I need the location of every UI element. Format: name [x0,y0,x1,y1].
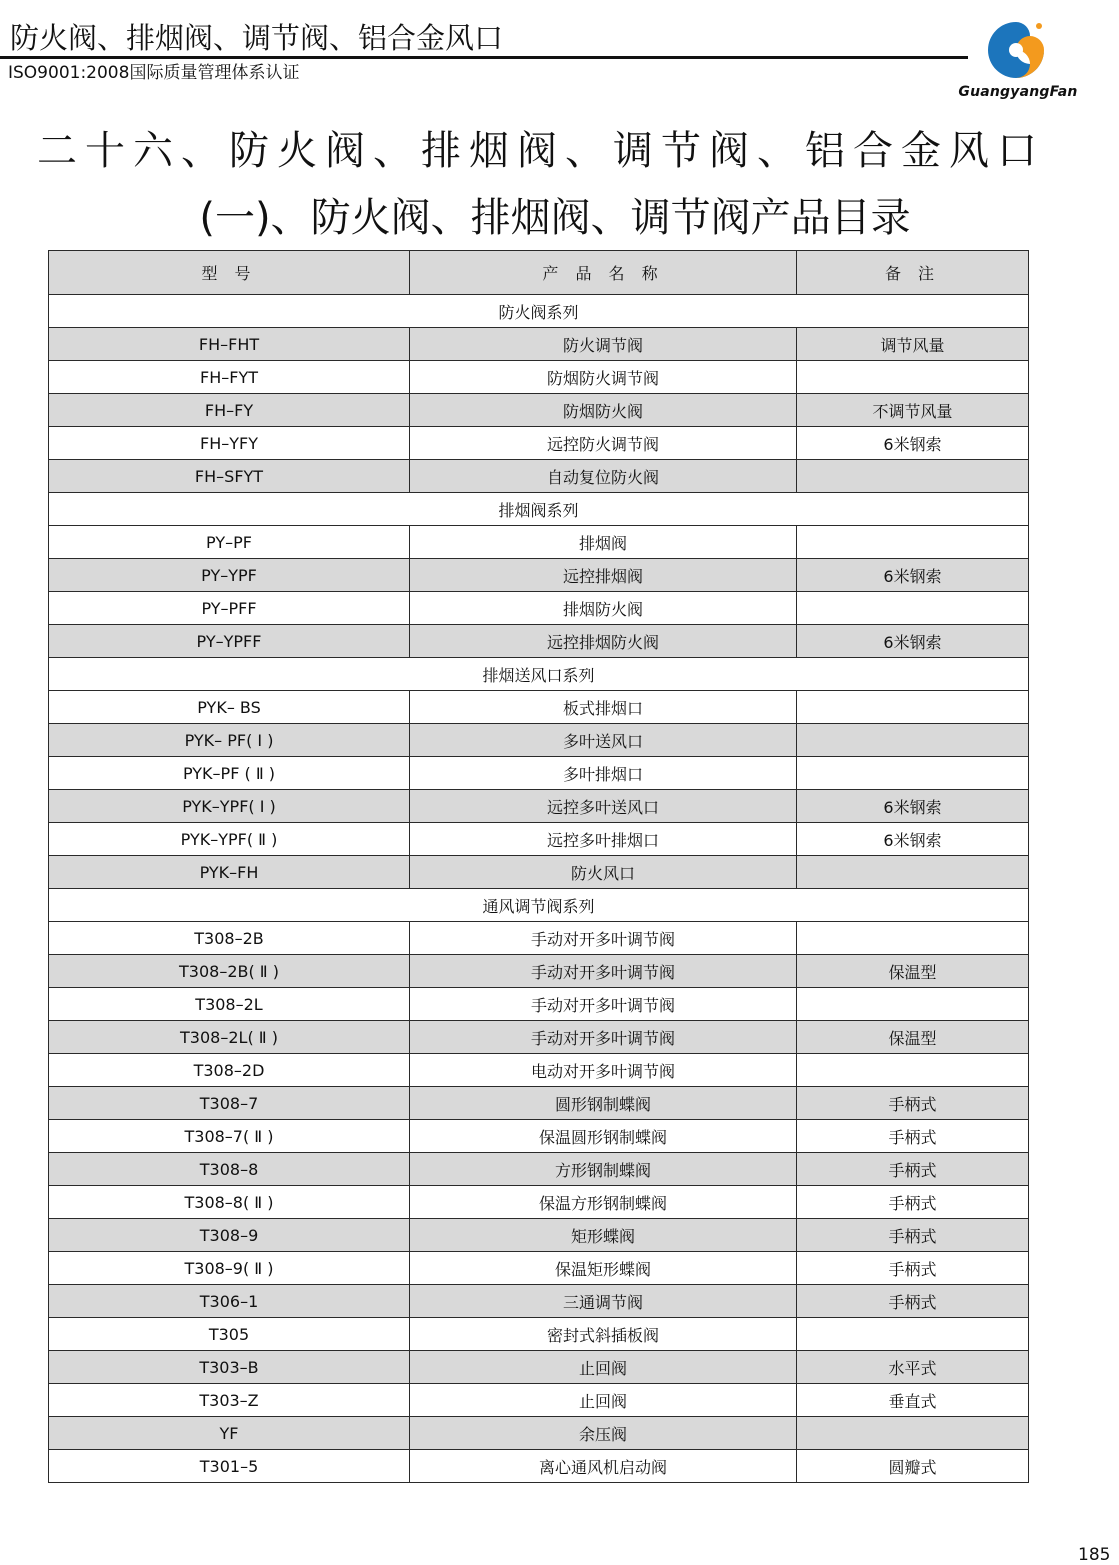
table-row [49,955,1029,988]
table-row [49,691,1029,724]
table-row [49,1219,1029,1252]
section-label: 排烟送风口系列 [49,658,1029,691]
product-name-cell: 电动对开多叶调节阀 [410,1054,797,1087]
product-name-cell: 远控多叶排烟口 [410,823,797,856]
table-row [49,1153,1029,1186]
model-cell: PYK–YPF( Ⅰ ) [49,790,410,823]
remark-cell: 手柄式 [797,1087,1029,1120]
product-name-cell: 多叶送风口 [410,724,797,757]
product-name-cell: 远控多叶送风口 [410,790,797,823]
product-name-cell: 排烟防火阀 [410,592,797,625]
column-header-model: 型 号 [49,251,410,295]
model-cell: T303–B [49,1351,410,1384]
table-header-row [49,251,1029,295]
section-label: 排烟阀系列 [49,493,1029,526]
section-label: 防火阀系列 [49,295,1029,328]
header-divider [0,56,968,59]
model-cell: PYK–FH [49,856,410,889]
model-cell: FH–YFY [49,427,410,460]
product-name-cell: 止回阀 [410,1384,797,1417]
product-name-cell: 保温矩形蝶阀 [410,1252,797,1285]
column-header-product-name: 产 品 名 称 [410,251,797,295]
remark-cell [797,856,1029,889]
remark-cell: 垂直式 [797,1384,1029,1417]
remark-cell: 保温型 [797,1021,1029,1054]
product-name-cell: 余压阀 [410,1417,797,1450]
table-row [49,394,1029,427]
table-row [49,724,1029,757]
model-cell: T305 [49,1318,410,1351]
table-row [49,823,1029,856]
page-number: 185 [1078,1545,1111,1565]
product-name-cell: 三通调节阀 [410,1285,797,1318]
table-row [49,1054,1029,1087]
remark-cell [797,922,1029,955]
model-cell: T308–7 [49,1087,410,1120]
table-row [49,1351,1029,1384]
table-row [49,757,1029,790]
model-cell: T308–7( Ⅱ ) [49,1120,410,1153]
product-catalog-table [48,250,1029,1483]
model-cell: PYK–PF ( Ⅱ ) [49,757,410,790]
product-name-cell: 远控排烟防火阀 [410,625,797,658]
product-name-cell: 防烟防火调节阀 [410,361,797,394]
remark-cell [797,1054,1029,1087]
table-row [49,1318,1029,1351]
remark-cell: 不调节风量 [797,394,1029,427]
section-label: 通风调节阀系列 [49,889,1029,922]
product-name-cell: 密封式斜插板阀 [410,1318,797,1351]
remark-cell: 水平式 [797,1351,1029,1384]
remark-cell: 手柄式 [797,1153,1029,1186]
model-cell: T308–9( Ⅱ ) [49,1252,410,1285]
table-row [49,427,1029,460]
model-cell: FH–FY [49,394,410,427]
model-cell: T308–8( Ⅱ ) [49,1186,410,1219]
product-name-cell: 矩形蝶阀 [410,1219,797,1252]
model-cell: YF [49,1417,410,1450]
column-header-remarks: 备 注 [797,251,1029,295]
product-name-cell: 手动对开多叶调节阀 [410,955,797,988]
table-row [49,1384,1029,1417]
model-cell: PY–PF [49,526,410,559]
model-cell: T308–2D [49,1054,410,1087]
page-title: 二十六、防火阀、排烟阀、调节阀、铝合金风口 [37,128,1045,174]
table-row [49,988,1029,1021]
product-name-cell: 远控排烟阀 [410,559,797,592]
product-name-cell: 防火调节阀 [410,328,797,361]
table-row [49,1186,1029,1219]
model-cell: T308–2L [49,988,410,1021]
table-row [49,1285,1029,1318]
model-cell: PYK– BS [49,691,410,724]
remark-cell: 6米钢索 [797,823,1029,856]
product-name-cell: 远控防火调节阀 [410,427,797,460]
remark-cell: 手柄式 [797,1219,1029,1252]
product-name-cell: 方形钢制蝶阀 [410,1153,797,1186]
remark-cell: 保温型 [797,955,1029,988]
product-name-cell: 防烟防火阀 [410,394,797,427]
remark-cell: 手柄式 [797,1186,1029,1219]
swirl-logo-icon [980,16,1052,84]
model-cell: T308–8 [49,1153,410,1186]
table-row [49,1087,1029,1120]
product-name-cell: 防火风口 [410,856,797,889]
remark-cell: 手柄式 [797,1252,1029,1285]
table-row [49,526,1029,559]
model-cell: T301–5 [49,1450,410,1483]
header-title: 防火阀、排烟阀、调节阀、铝合金风口 [10,21,504,55]
remark-cell: 6米钢索 [797,427,1029,460]
section-title: (一)、防火阀、排烟阀、调节阀产品目录 [199,195,911,241]
table-row [49,328,1029,361]
model-cell: PYK–YPF( Ⅱ ) [49,823,410,856]
product-name-cell: 保温方形钢制蝶阀 [410,1186,797,1219]
model-cell: PY–YPFF [49,625,410,658]
model-cell: FH–FHT [49,328,410,361]
section-row [49,658,1029,691]
header-subtitle: ISO9001:2008国际质量管理体系认证 [8,63,300,83]
table-body [49,295,1029,1483]
table-row [49,625,1029,658]
remark-cell [797,526,1029,559]
model-cell: T308–2B( Ⅱ ) [49,955,410,988]
table-row [49,856,1029,889]
product-name-cell: 手动对开多叶调节阀 [410,1021,797,1054]
remark-cell [797,460,1029,493]
model-cell: T308–2L( Ⅱ ) [49,1021,410,1054]
remark-cell: 调节风量 [797,328,1029,361]
table-row [49,1021,1029,1054]
remark-cell: 6米钢索 [797,790,1029,823]
model-cell: T308–2B [49,922,410,955]
section-row [49,889,1029,922]
model-cell: PYK– PF( Ⅰ ) [49,724,410,757]
model-cell: FH–SFYT [49,460,410,493]
table-row [49,559,1029,592]
model-cell: PY–PFF [49,592,410,625]
remark-cell [797,592,1029,625]
remark-cell: 6米钢索 [797,559,1029,592]
product-name-cell: 手动对开多叶调节阀 [410,988,797,1021]
remark-cell [797,1417,1029,1450]
model-cell: T306–1 [49,1285,410,1318]
remark-cell: 圆瓣式 [797,1450,1029,1483]
table-row [49,790,1029,823]
table-row [49,592,1029,625]
product-name-cell: 排烟阀 [410,526,797,559]
logo-wordmark: GuangyangFan [958,84,1078,100]
section-row [49,295,1029,328]
table-row [49,1120,1029,1153]
table-row [49,1252,1029,1285]
remark-cell [797,361,1029,394]
section-row [49,493,1029,526]
product-name-cell: 离心通风机启动阀 [410,1450,797,1483]
product-name-cell: 手动对开多叶调节阀 [410,922,797,955]
model-cell: PY–YPF [49,559,410,592]
remark-cell [797,757,1029,790]
model-cell: T303–Z [49,1384,410,1417]
product-name-cell: 止回阀 [410,1351,797,1384]
table-row [49,1450,1029,1483]
model-cell: T308–9 [49,1219,410,1252]
remark-cell: 手柄式 [797,1285,1029,1318]
product-name-cell: 圆形钢制蝶阀 [410,1087,797,1120]
product-name-cell: 保温圆形钢制蝶阀 [410,1120,797,1153]
model-cell: FH–FYT [49,361,410,394]
table-row [49,460,1029,493]
remark-cell [797,691,1029,724]
table-row [49,922,1029,955]
product-name-cell: 多叶排烟口 [410,757,797,790]
remark-cell [797,988,1029,1021]
remark-cell: 手柄式 [797,1120,1029,1153]
remark-cell [797,724,1029,757]
table-row [49,1417,1029,1450]
remark-cell [797,1318,1029,1351]
product-name-cell: 板式排烟口 [410,691,797,724]
table-row [49,361,1029,394]
remark-cell: 6米钢索 [797,625,1029,658]
product-name-cell: 自动复位防火阀 [410,460,797,493]
